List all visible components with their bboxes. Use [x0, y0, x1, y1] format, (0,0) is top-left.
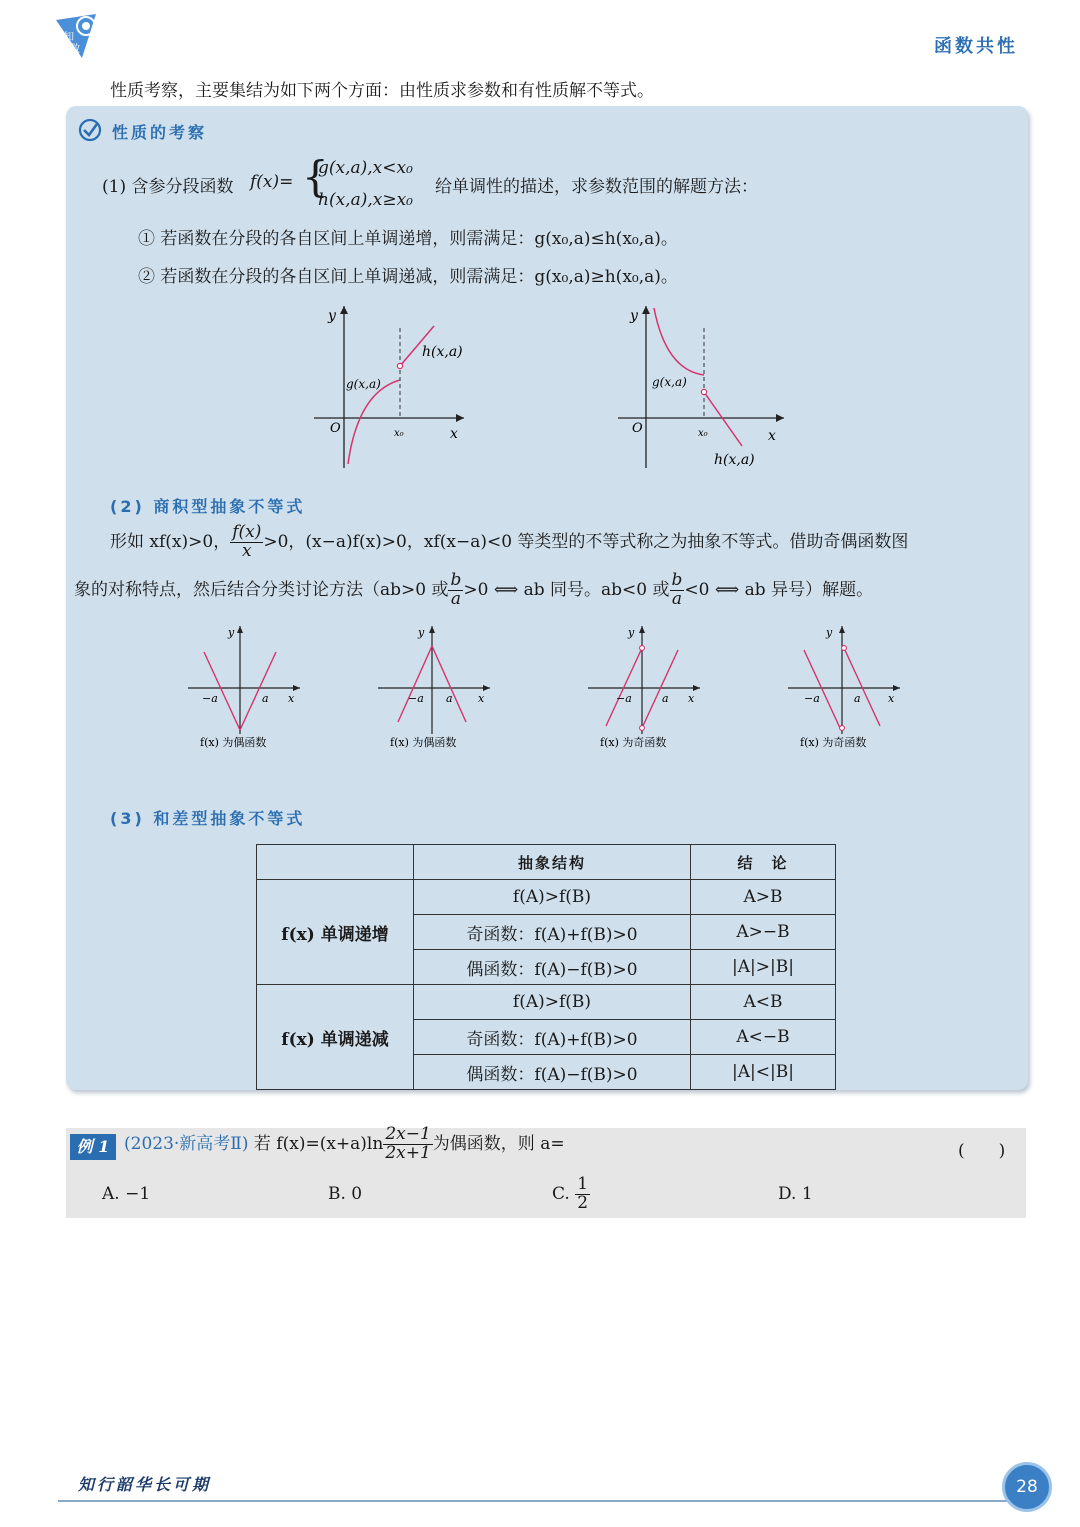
sg1-x: x — [288, 692, 295, 705]
graph2-x0-label: x₀ — [698, 428, 708, 439]
graph2-x-label: x — [768, 428, 776, 444]
conclusion-cell: A>B — [691, 880, 836, 915]
table-header: 抽象结构 — [414, 845, 691, 880]
part2-line1b: >0，(x−a)f(x)>0，xf(x−a)<0 等类型的不等式称之为抽象不等式。借助奇偶函数图 — [263, 531, 909, 552]
frac2-den: a — [671, 588, 683, 609]
footer-slogan: 知行韶华长可期 — [78, 1475, 212, 1494]
structure-cell: 奇函数：f(A)+f(B)>0 — [414, 915, 691, 950]
sg3-pos: a — [662, 692, 669, 705]
example-source: (2023·新高考Ⅱ) — [124, 1133, 249, 1154]
option-b[interactable]: B. 0 — [328, 1184, 363, 1204]
small-graph-odd-1 — [586, 622, 706, 752]
part1-item1: ① 若函数在分段的各自区间上单调递增，则需满足：g(x₀,a)≤h(x₀,a)。 — [138, 229, 678, 249]
table-row — [257, 985, 836, 1020]
part3-title: (3) 和差型抽象不等式 — [110, 809, 306, 828]
example-stem-a: 若 f(x)=(x+a)ln — [253, 1133, 384, 1154]
publisher-logo — [52, 10, 104, 62]
check-circle-icon — [78, 118, 102, 142]
footer-divider — [58, 1500, 1018, 1502]
small-graph-even-2 — [376, 622, 496, 752]
structure-cell: 偶函数：f(A)−f(B)>0 — [414, 950, 691, 985]
sg2-y: y — [418, 626, 425, 639]
group-label: f(x) 单调递减 — [257, 985, 414, 1090]
table-row — [257, 880, 836, 915]
small-graph-even-1 — [186, 622, 306, 752]
part1-fx: f(x)= — [250, 172, 294, 192]
conclusion-cell: A>−B — [691, 915, 836, 950]
sg3-caption: f(x) 为奇函数 — [600, 736, 667, 749]
sg3-x: x — [688, 692, 695, 705]
graph1-y-label: y — [328, 308, 336, 324]
graph1-h-label: h(x,a) — [422, 344, 463, 360]
table-header-row — [257, 845, 836, 880]
frac2-num: b — [671, 570, 683, 590]
part2-fraction — [230, 524, 263, 561]
piecewise-case1: g(x,a),x<x₀ — [318, 158, 413, 178]
graph2-g-label: g(x,a) — [652, 375, 687, 389]
small-graph-odd-2 — [786, 622, 906, 752]
conclusion-cell: |A|<|B| — [691, 1055, 836, 1090]
example-frac-num: 2x−1 — [385, 1124, 431, 1144]
graph1-x-label: x — [450, 426, 458, 442]
intro-text: 性质考察，主要集结为如下两个方面：由性质求参数和有性质解不等式。 — [110, 81, 654, 101]
sg3-y: y — [628, 626, 635, 639]
option-c-prefix: C. — [552, 1183, 570, 1204]
page-number: 28 — [1002, 1462, 1052, 1512]
sg1-pos: a — [262, 692, 269, 705]
option-c-num: 1 — [577, 1174, 589, 1194]
sg2-x: x — [478, 692, 485, 705]
frac1-den: a — [450, 588, 461, 609]
fraction-denominator: x — [241, 540, 252, 561]
graph2-h-label: h(x,a) — [714, 452, 755, 468]
part1-item2: ② 若函数在分段的各自区间上单调递减，则需满足：g(x₀,a)≥h(x₀,a)。 — [138, 267, 678, 287]
sg2-pos: a — [446, 692, 453, 705]
group-label: f(x) 单调递增 — [257, 880, 414, 985]
sg1-y: y — [228, 626, 235, 639]
option-d[interactable]: D. 1 — [778, 1184, 813, 1204]
part1-lead: (1) 含参分段函数 — [102, 177, 234, 197]
svg-text:知: 知 — [64, 32, 74, 43]
option-c-den: 2 — [577, 1192, 589, 1213]
example-frac-den: 2x+1 — [385, 1142, 431, 1163]
structure-cell: 奇函数：f(A)+f(B)>0 — [414, 1020, 691, 1055]
structure-cell: f(A)>f(B) — [414, 985, 691, 1020]
table-header: 结 论 — [691, 845, 836, 880]
answer-paren: ( ) — [958, 1141, 1006, 1161]
graph1-origin-label: O — [330, 421, 341, 436]
graph2-origin-label: O — [632, 421, 643, 436]
graph-decreasing — [612, 300, 792, 472]
part2-frac-b-a-1 — [448, 572, 463, 609]
sg4-x: x — [888, 692, 895, 705]
sg4-caption: f(x) 为奇函数 — [800, 736, 867, 749]
sg4-y: y — [826, 626, 833, 639]
graph1-g-label: g(x,a) — [346, 377, 381, 391]
conclusion-cell: A<B — [691, 985, 836, 1020]
chapter-title: 函数共性 — [934, 36, 1018, 57]
graph1-x0-label: x₀ — [394, 428, 404, 439]
piecewise-case2: h(x,a),x≥x₀ — [318, 190, 413, 210]
conclusion-cell: |A|>|B| — [691, 950, 836, 985]
sg2-neg: −a — [408, 692, 424, 705]
example-stem-b: 为偶函数，则 a= — [432, 1133, 565, 1154]
sg1-caption: f(x) 为偶函数 — [200, 736, 267, 749]
example-fraction — [383, 1126, 432, 1163]
svg-text:数: 数 — [70, 44, 80, 55]
example-stem — [124, 1126, 565, 1163]
conclusion-cell: A<−B — [691, 1020, 836, 1055]
table-header — [257, 845, 414, 880]
part1-tail: 给单调性的描述，求参数范围的解题方法： — [435, 177, 758, 197]
graph2-y-label: y — [630, 308, 638, 324]
part2-title: (2) 商积型抽象不等式 — [110, 497, 306, 516]
part2-frac-b-a-2 — [670, 572, 685, 609]
sg3-neg: −a — [616, 692, 632, 705]
part2-line2c: <0 ⟺ ab 异号）解题。 — [684, 579, 874, 600]
option-c-fraction — [575, 1176, 590, 1213]
summary-table — [256, 844, 836, 1090]
part2-line2a: 象的对称特点，然后结合分类讨论方法（ab>0 或 — [74, 579, 449, 600]
piecewise-brace: { — [302, 152, 329, 201]
structure-cell: f(A)>f(B) — [414, 880, 691, 915]
part2-line1a: 形如 xf(x)>0， — [110, 531, 231, 552]
sg4-pos: a — [854, 692, 861, 705]
option-a[interactable]: A. −1 — [102, 1184, 151, 1204]
option-c[interactable] — [552, 1176, 590, 1213]
fraction-numerator: f(x) — [232, 522, 262, 542]
example-tag: 例 1 — [70, 1134, 116, 1160]
sg4-neg: −a — [804, 692, 820, 705]
graph-increasing — [308, 300, 478, 472]
panel-title: 性质的考察 — [112, 123, 208, 142]
part2-line2 — [74, 572, 873, 609]
frac1-num: b — [450, 570, 462, 590]
sg2-caption: f(x) 为偶函数 — [390, 736, 457, 749]
part2-line2b: >0 ⟺ ab 同号。ab<0 或 — [463, 579, 670, 600]
part2-line1 — [110, 524, 908, 561]
structure-cell: 偶函数：f(A)−f(B)>0 — [414, 1055, 691, 1090]
sg1-neg: −a — [202, 692, 218, 705]
